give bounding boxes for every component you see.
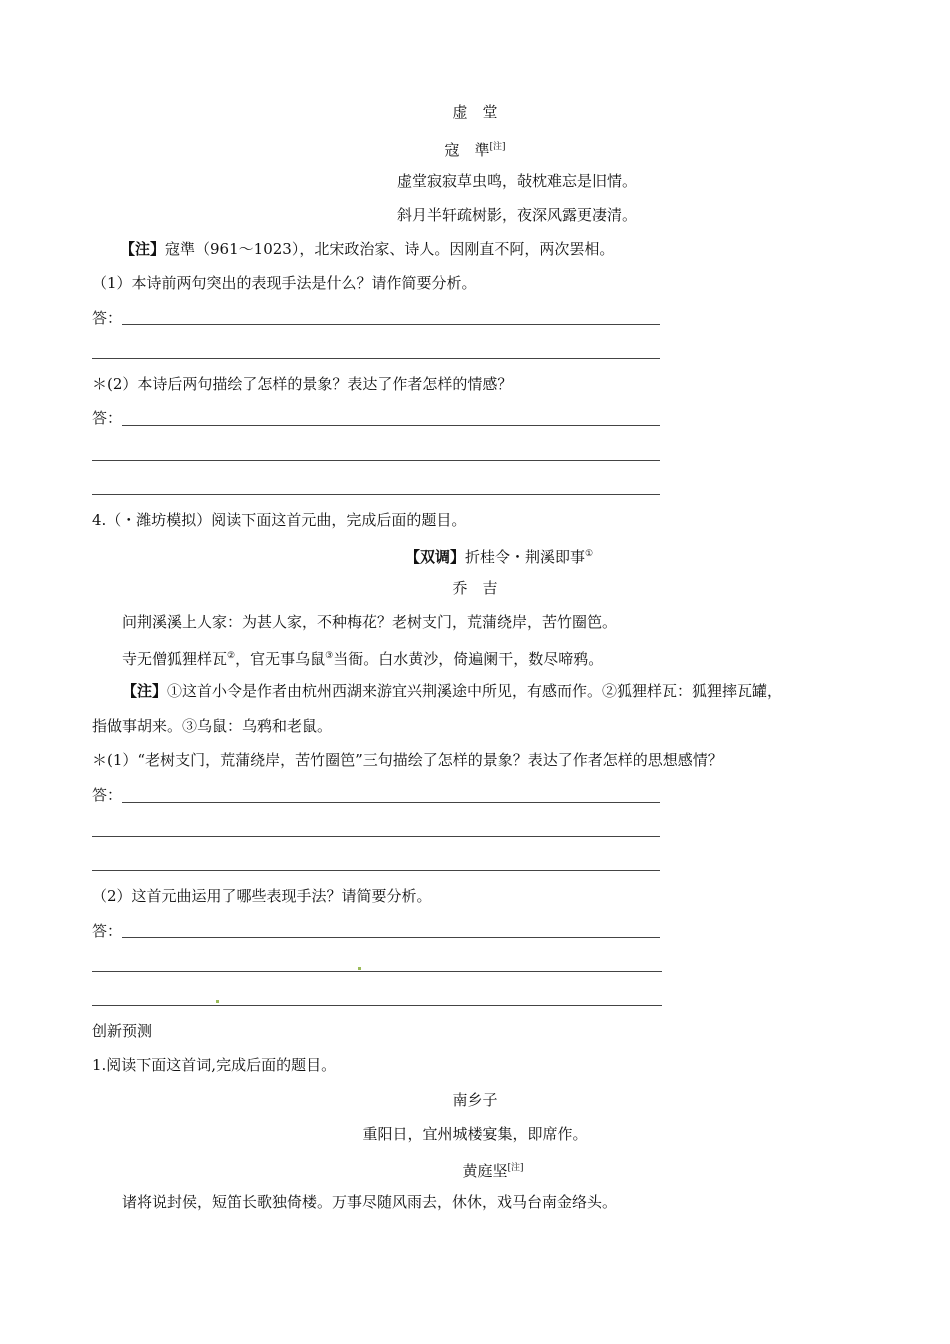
- artifact-dot: [216, 1000, 219, 1003]
- poem1-title: 虚 堂: [452, 103, 498, 121]
- answer-line[interactable]: [122, 937, 660, 938]
- answer-line[interactable]: [92, 358, 660, 359]
- poem1-author: 寇 準[注]: [444, 141, 506, 159]
- q4-qu-title: 【双调】折桂令・荆溪即事①: [404, 548, 594, 566]
- q4-line2: 寺无僧狐狸样瓦②，官无事乌鼠③当衙。白水黄沙，倚遍阑干，数尽啼鸦。: [122, 650, 604, 668]
- answer-line[interactable]: [92, 1005, 662, 1006]
- answer-line[interactable]: [92, 836, 660, 837]
- poem1-line1: 虚堂寂寂草虫鸣，敧枕难忘是旧情。: [396, 172, 637, 190]
- q4-question2: （2）这首元曲运用了哪些表现手法？请简要分析。: [92, 887, 432, 905]
- answer-line[interactable]: [92, 870, 660, 871]
- answer-line[interactable]: [92, 494, 660, 495]
- answer-label: 答：: [92, 786, 123, 804]
- poem1-note: 【注】寇準（961～1023），北宋政治家、诗人。因刚直不阿，两次罢相。: [120, 240, 615, 258]
- q4-author: 乔 吉: [452, 579, 498, 597]
- answer-line[interactable]: [92, 971, 662, 972]
- q4-note-cont: 指做事胡来。③乌鼠：乌鸦和老鼠。: [92, 717, 333, 735]
- answer-line[interactable]: [122, 324, 660, 325]
- q4-intro: 4.（・潍坊模拟）阅读下面这首元曲，完成后面的题目。: [92, 511, 467, 529]
- answer-line[interactable]: [92, 460, 660, 461]
- q4-note: 【注】①这首小令是作者由杭州西湖来游宜兴荆溪途中所见，有感而作。②狐狸样瓦：狐狸摔瓦罐，: [122, 682, 783, 700]
- q4-question1: ＊(1）“老树支门，荒蒲绕岸，苦竹圈笆”三句描绘了怎样的景象？表达了作者怎样的思想感情？: [92, 751, 723, 769]
- answer-label: 答：: [92, 409, 123, 427]
- poem1-question1: （1）本诗前两句突出的表现手法是什么？请作简要分析。: [92, 274, 477, 292]
- ci-author: 黄庭坚[注]: [462, 1162, 524, 1180]
- answer-line[interactable]: [122, 425, 660, 426]
- ci-subtitle: 重阳日，宜州城楼宴集，即席作。: [362, 1125, 588, 1143]
- section-title: 创新预测: [92, 1022, 153, 1040]
- answer-line[interactable]: [122, 802, 660, 803]
- poem1-line2: 斜月半轩疏树影，夜深风露更凄清。: [396, 206, 637, 224]
- answer-label: 答：: [92, 309, 123, 327]
- section-q1-intro: 1.阅读下面这首词,完成后面的题目。: [92, 1056, 337, 1074]
- answer-label: 答：: [92, 922, 123, 940]
- ci-title: 南乡子: [452, 1091, 498, 1109]
- q4-line1: 问荆溪溪上人家：为甚人家，不种梅花？老树支门，荒蒲绕岸，苦竹圈笆。: [122, 613, 618, 631]
- author-note-marker: [注]: [489, 142, 506, 152]
- artifact-dot: [358, 967, 361, 970]
- ci-line1: 诸将说封侯，短笛长歌独倚楼。万事尽随风雨去，休休，戏马台南金络头。: [122, 1193, 618, 1211]
- poem1-question2: ＊(2）本诗后两句描绘了怎样的景象？表达了作者怎样的情感？: [92, 375, 513, 393]
